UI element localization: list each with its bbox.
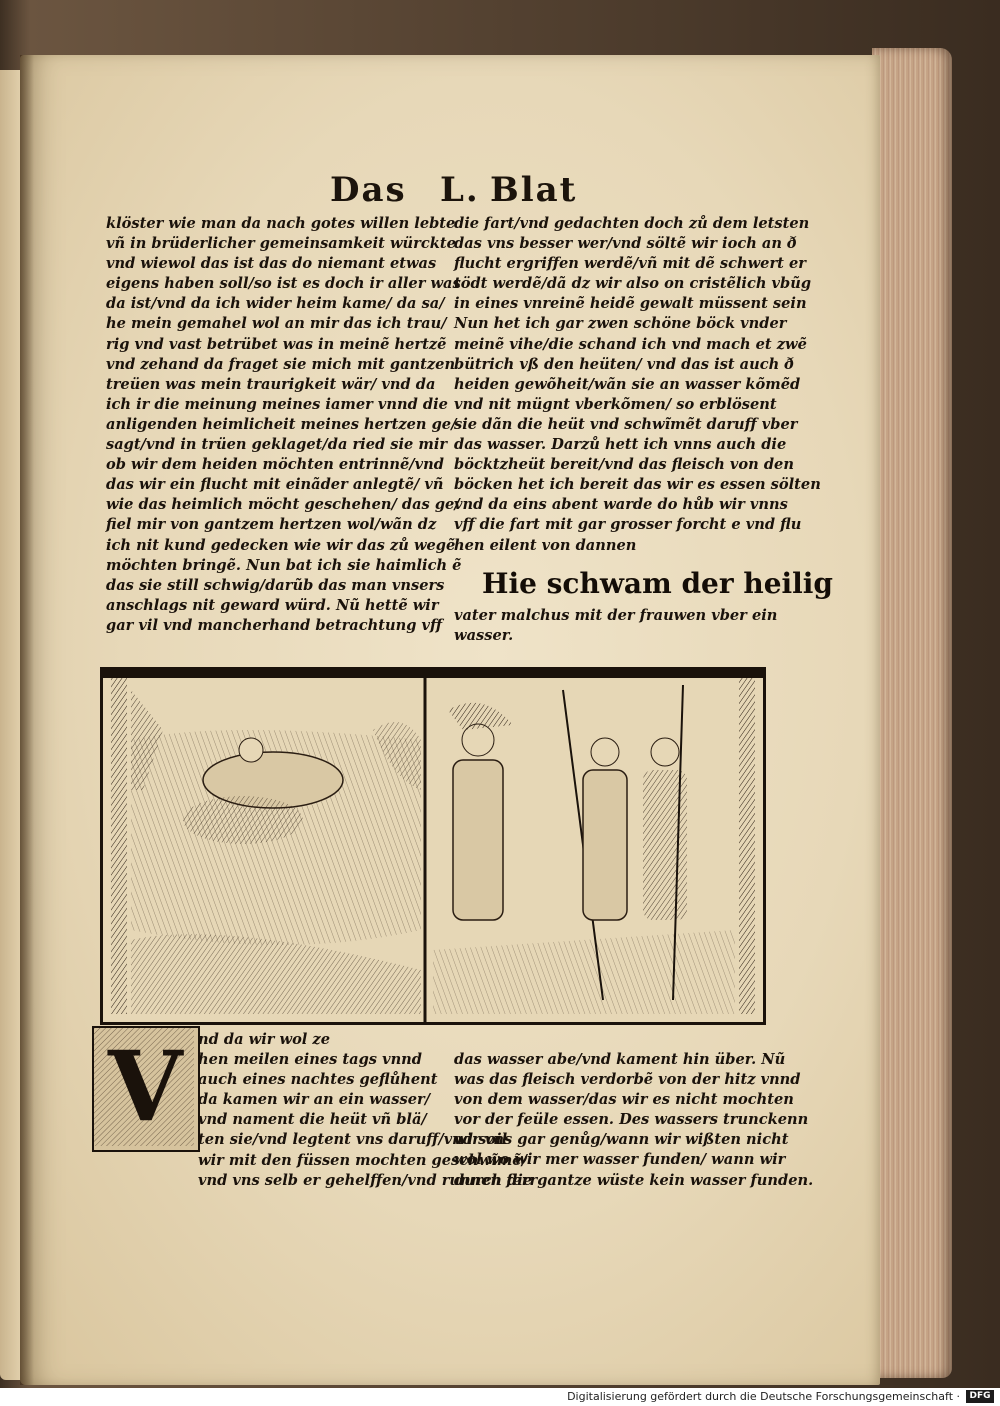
soldier-head xyxy=(591,738,619,766)
spine-shadow xyxy=(20,55,34,1385)
caption-line: wasser. xyxy=(454,627,514,645)
swimmer-head xyxy=(239,738,263,762)
chapter-caption xyxy=(454,606,778,646)
left-border-ornament xyxy=(111,678,127,1014)
text-line: von dem wasser/das wir es nicht mochten xyxy=(454,1091,794,1109)
initial-letter: V xyxy=(108,1030,183,1143)
text-line: das sie still schwig/darũb das man vnsers xyxy=(106,576,445,594)
text-line: böcken het ich bereit das wir es essen sölten xyxy=(454,476,821,494)
text-line: vnd nit mügnt vberkõmen/ so erblösent xyxy=(454,395,777,413)
text-line: das vns besser wer/vnd söltẽ wir ioch an ð xyxy=(454,235,797,253)
funding-credit: Digitalisierung gefördert durch die Deutsche Forschungsgemeinschaft · xyxy=(567,1390,960,1403)
text-line: da ist/vnd da ich wider heim kame/ da sa/ xyxy=(106,295,445,313)
text-line: hen meilen eines tags vnnd xyxy=(198,1051,423,1069)
text-line: he mein gemahel wol an mir das ich trau/ xyxy=(106,315,447,333)
text-line: nd da wir wol ze xyxy=(198,1031,331,1048)
text-line: Nun het ich gar zwen schöne böck vnder xyxy=(454,315,787,333)
text-line: hen eilent von dannen xyxy=(454,536,637,554)
text-line: vor der feüle essen. Des wassers trunckenn xyxy=(454,1111,809,1129)
text-line: vñ in brüderlicher gemeinsamkeit würckte xyxy=(106,235,456,253)
text-column-left-top xyxy=(106,214,462,636)
text-line: heiden gewõheit/wãn sie an wasser kõmẽd xyxy=(454,375,801,393)
text-line: in eines vnreinẽ heidẽ gewalt müssent sein xyxy=(454,295,807,313)
text-line: ob wir dem heiden möchten entrinnẽ/vnd xyxy=(106,456,444,474)
dfg-logo: DFG xyxy=(966,1390,994,1403)
text-line: wir mit den füssen mochten geschwĩmẽ/ xyxy=(198,1151,527,1169)
text-line: möchten bringẽ. Nun bat ich sie haimlich ẽ xyxy=(106,556,462,574)
chapter-heading: Hie schwam der heilig xyxy=(482,567,833,600)
text-column-right-bottom xyxy=(454,1050,814,1191)
text-line: fiel mir von gantzem hertzen wol/wãn dz xyxy=(106,516,437,534)
text-line: meinẽ vihe/die schand ich vnd mach et zwẽ xyxy=(454,335,807,353)
text-line: ich ir die meinung meines iamer vnnd die xyxy=(106,395,448,413)
text-column-left-bottom xyxy=(198,1030,538,1191)
text-line: böcktzheüt bereit/vnd das fleisch von den xyxy=(454,456,794,474)
text-line: durch die gantze wüste kein wasser funden. xyxy=(454,1171,814,1189)
text-line: was das fleisch verdorbẽ von der hitz vnnd xyxy=(454,1071,801,1089)
header-right: Blat xyxy=(490,170,578,210)
text-line: das wasser abe/vnd kament hin über. Nũ xyxy=(454,1051,786,1068)
text-line: klöster wie man da nach gotes willen lebte xyxy=(106,215,456,232)
text-line: gar vil vnd mancherhand betrachtung vff xyxy=(106,616,443,634)
text-line: da kamen wir an ein wasser/ xyxy=(198,1091,431,1109)
text-line: tödt werdẽ/dã dz wir also on cristẽlich vbũg xyxy=(454,275,812,293)
text-line: sagt/vnd in trüen geklaget/da ried sie mir xyxy=(106,436,448,454)
header-folio-number: L. xyxy=(440,170,480,210)
woodcut-drawing xyxy=(103,670,763,1022)
text-line: rig vnd vast betrübet was in meinẽ hertzẽ xyxy=(106,335,447,353)
decorated-initial xyxy=(92,1026,200,1152)
text-line: sie dãn die heüt vnd schwĩmẽt daruff vber xyxy=(454,415,798,433)
text-line: wir vns gar genůg/wann wir wißten nicht xyxy=(454,1131,789,1149)
text-line: das wir ein flucht mit einãder anlegtẽ/ vñ xyxy=(106,476,444,494)
text-line: ich nit kund gedecken wie wir das zů wegẽ xyxy=(106,536,456,554)
woodcut-illustration xyxy=(100,667,766,1025)
text-line: anligenden heimlicheit meines hertzen ge/ xyxy=(106,415,457,433)
text-line: die fart/vnd gedachten doch zů dem letsten xyxy=(454,215,810,232)
caption-line: vater malchus mit der frauwen vber ein xyxy=(454,607,778,624)
text-line: bütrich vß den heüten/ vnd das ist auch ð xyxy=(454,355,795,373)
page-block-edge xyxy=(872,48,952,1378)
figure-soldier xyxy=(583,770,627,920)
text-line: vnd wiewol das ist das do niemant etwas xyxy=(106,255,437,273)
text-line: vff die fart mit gar grosser forcht e vnd flu xyxy=(454,516,802,534)
second-soldier-head xyxy=(651,738,679,766)
text-line: wie das heimlich möcht geschehen/ das ge/ xyxy=(106,496,460,514)
text-line: auch eines nachtes geflůhent xyxy=(198,1071,438,1089)
text-column-right-top xyxy=(454,214,821,556)
right-border-ornament xyxy=(739,678,755,1014)
text-line: ten sie/vnd legtent vns daruff/vnd soil xyxy=(198,1131,508,1149)
page-header xyxy=(330,170,630,212)
text-line: anschlags nit geward würd. Nũ hettẽ wir xyxy=(106,596,439,614)
footer-bar xyxy=(0,1388,1000,1406)
text-line: vnd nament die heüt vñ blä/ xyxy=(198,1111,427,1129)
text-line: das wasser. Darzů hett ich vnns auch die xyxy=(454,436,787,454)
text-line: flucht ergriffen werdẽ/vñ mit dẽ schwert er xyxy=(454,255,806,273)
text-line: vnd zehand da fraget sie mich mit gantzen xyxy=(106,355,456,373)
header-left: Das xyxy=(330,170,407,210)
text-line: eigens haben soll/so ist es doch ir aller was xyxy=(106,275,461,293)
text-line: treüen was mein traurigkeit wär/ vnd da xyxy=(106,375,436,393)
figure-malchus xyxy=(453,760,503,920)
text-line: wol wo wir mer wasser funden/ wann wir xyxy=(454,1151,786,1169)
text-line: vnd vns selb er gehelffen/vnd runnen ferr xyxy=(198,1171,538,1189)
text-line: vnd da eins abent warde do hůb wir vnns xyxy=(454,496,788,514)
woman-figure xyxy=(183,796,303,844)
